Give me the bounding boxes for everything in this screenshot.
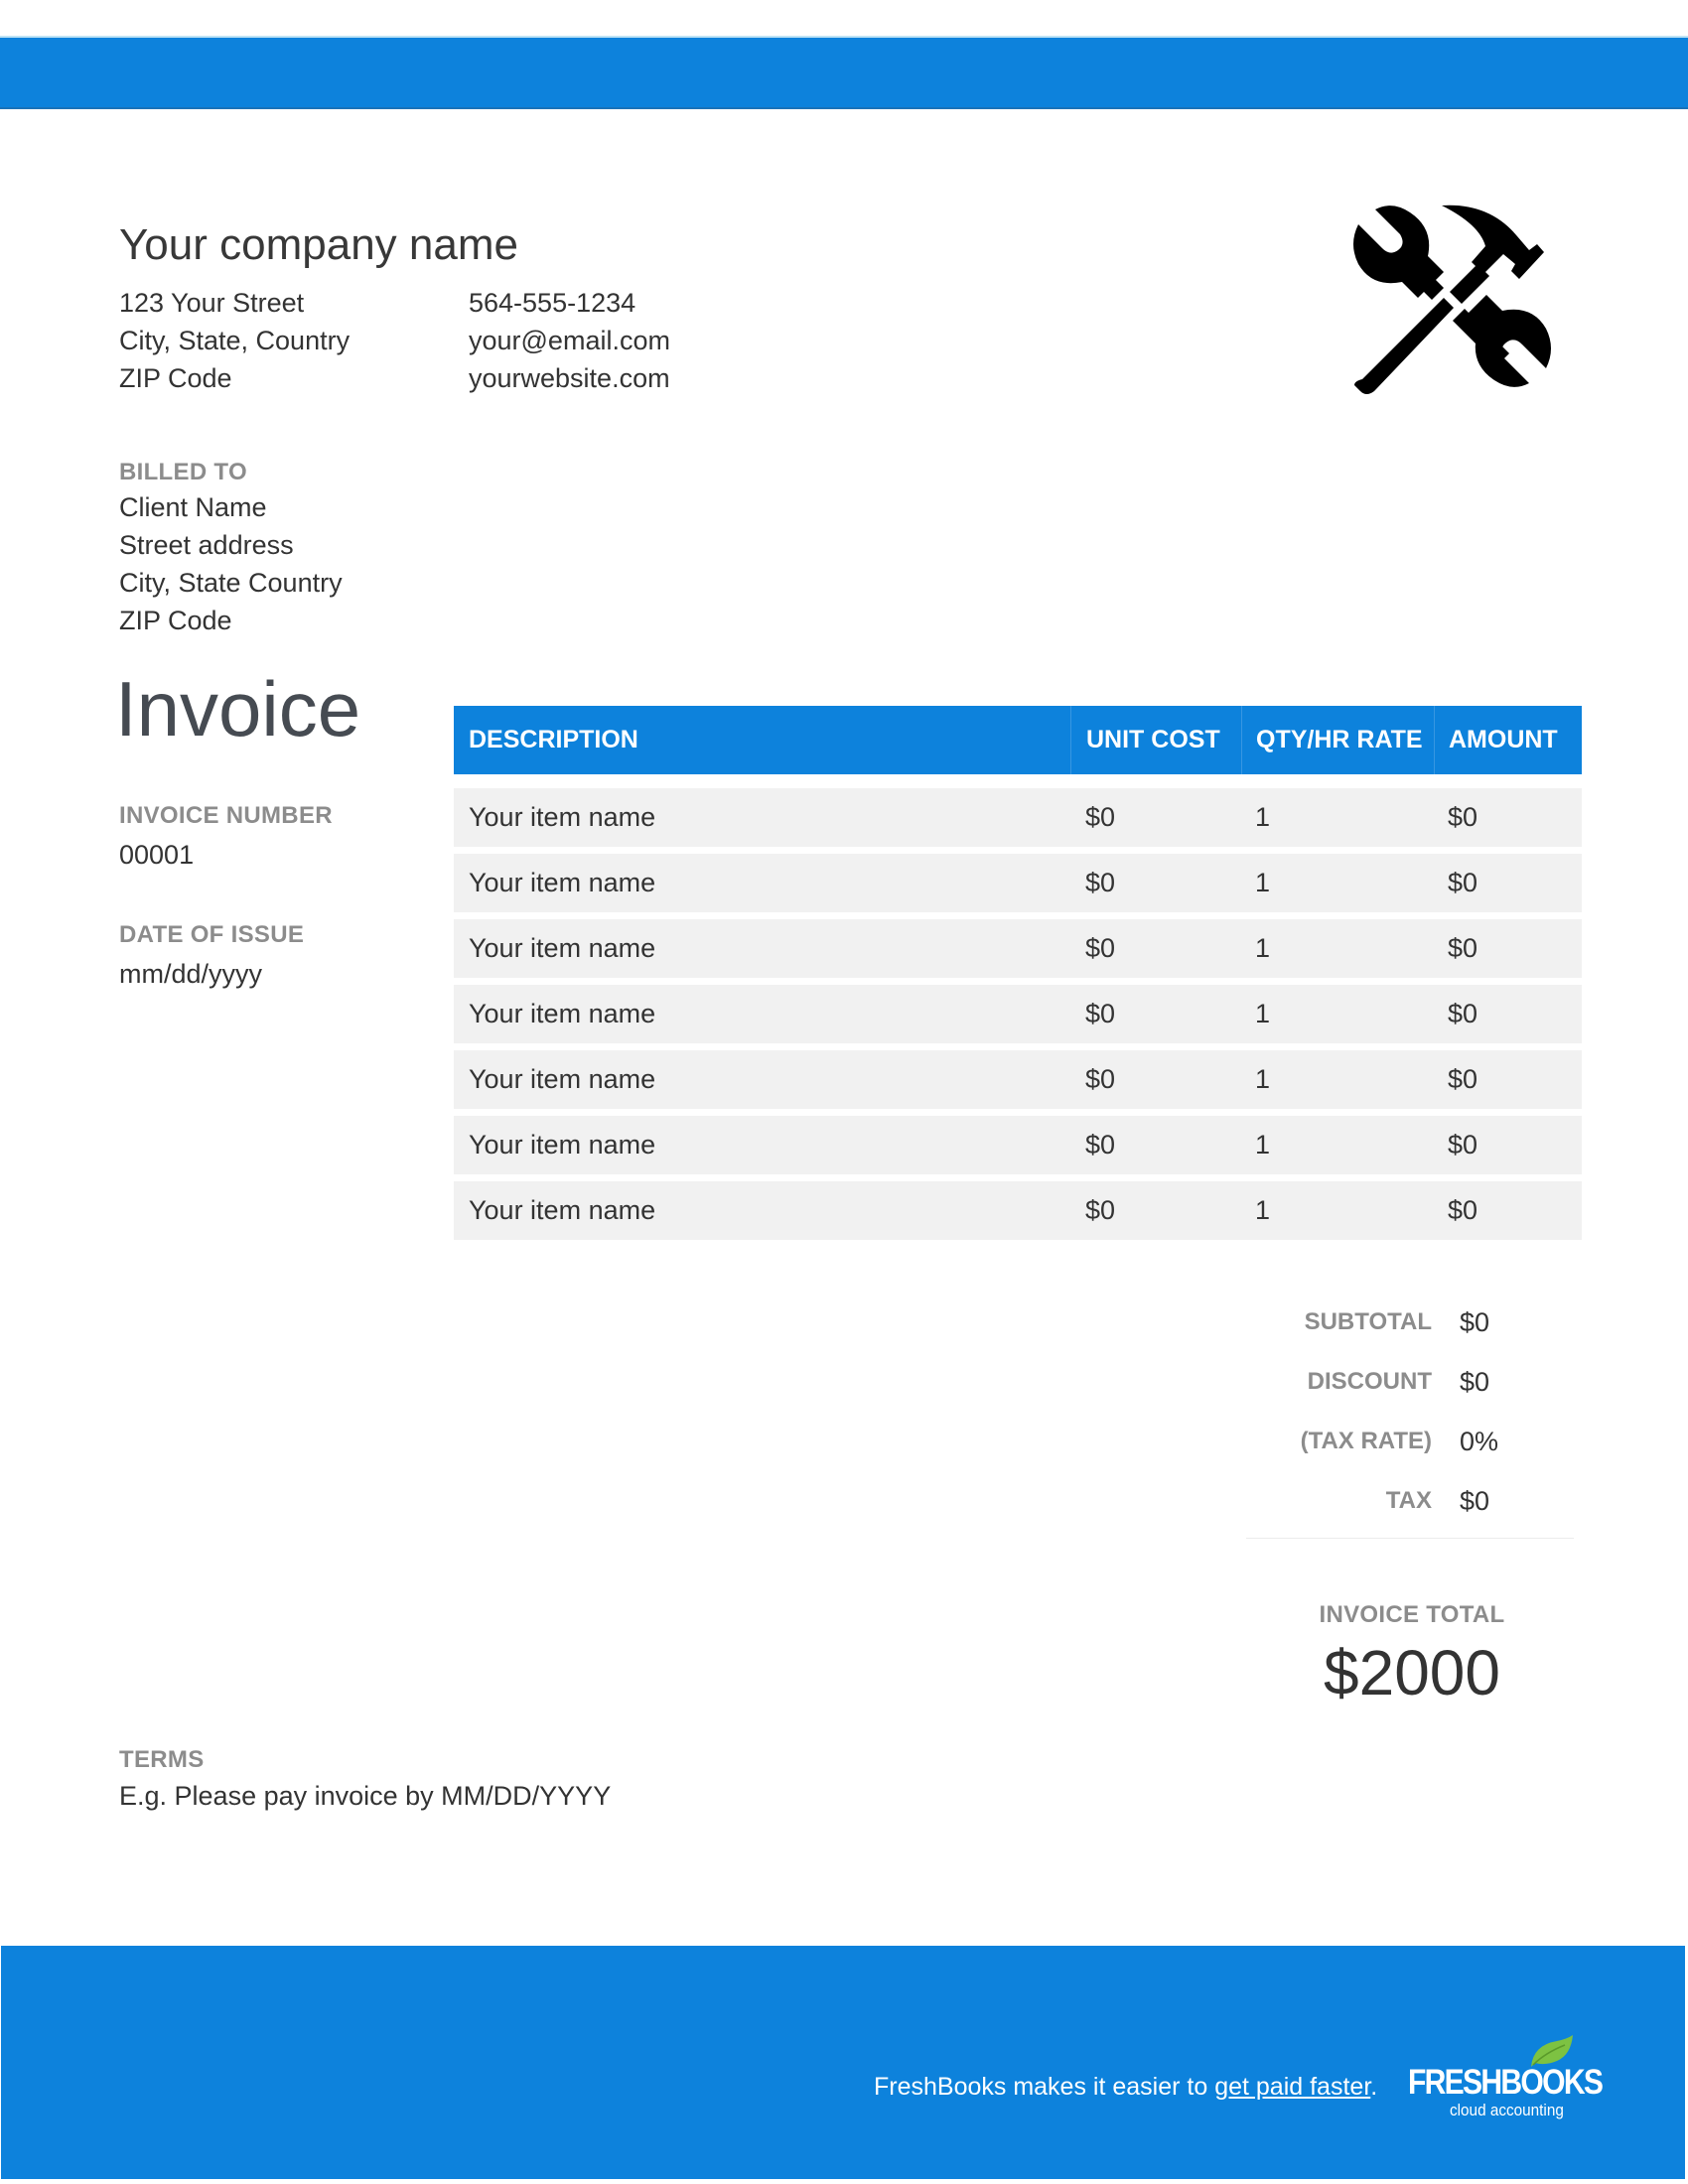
tax-rate-value: 0% [1460,1426,1499,1456]
subtotal-value: $0 [1460,1306,1490,1337]
company-name: Your company name [119,220,518,269]
item-amount: $0 [1448,1064,1478,1094]
tagline-text: FreshBooks makes it easier to [874,2073,1215,2101]
item-unit-cost: $0 [1085,1130,1116,1160]
terms-text: E.g. Please pay invoice by MM/DD/YYYY [119,1781,612,1811]
col-description: DESCRIPTION [469,726,638,753]
date-of-issue: mm/dd/yyyy [119,959,263,989]
date-of-issue-label: DATE OF ISSUE [119,921,305,948]
discount-row [1241,1352,1584,1412]
invoice-number: 00001 [119,840,195,870]
client-name: Client Name [119,492,267,522]
tax-rate-label: (TAX RATE) [1300,1428,1432,1454]
totals-divider [1246,1538,1574,1539]
subtotal-row [1241,1293,1584,1352]
item-qty: 1 [1255,1064,1271,1094]
terms-section [119,1743,611,1815]
billed-to-section [119,457,343,639]
get-paid-faster-link[interactable]: get paid faster [1214,2073,1371,2101]
freshbooks-wordmark: FRESHBOOKS [1408,2063,1603,2102]
table-row [454,1116,1582,1174]
footer-tagline [874,2073,1377,2102]
tagline-period: . [1370,2073,1378,2101]
item-amount: $0 [1448,999,1478,1028]
item-amount: $0 [1448,802,1478,832]
invoice-number-label: INVOICE NUMBER [119,802,333,829]
header-bar [0,36,1688,109]
table-row [454,1050,1582,1109]
table-row [454,919,1582,978]
item-qty: 1 [1255,868,1271,897]
company-address [119,284,350,397]
invoice-total-label: INVOICE TOTAL [1319,1601,1505,1628]
company-contact [469,284,670,397]
freshbooks-logo[interactable] [1406,2033,1603,2124]
item-amount: $0 [1448,933,1478,963]
col-qty-rate: QTY/HR RATE [1241,706,1434,774]
tax-row [1241,1471,1584,1531]
table-row [454,854,1582,912]
address-line: ZIP Code [119,363,232,393]
item-description: Your item name [469,802,656,832]
item-unit-cost: $0 [1085,868,1116,897]
table-header [454,706,1582,774]
item-description: Your item name [469,1195,656,1225]
item-qty: 1 [1255,802,1271,832]
discount-label: DISCOUNT [1307,1368,1432,1395]
invoice-total-value: $2000 [1324,1637,1500,1708]
phone: 564-555-1234 [469,288,636,318]
item-unit-cost: $0 [1085,933,1116,963]
billed-to-label: BILLED TO [119,459,247,485]
col-unit-cost: UNIT COST [1070,706,1241,774]
invoice-title: Invoice [115,665,361,752]
col-amount: AMOUNT [1434,706,1582,774]
client-street: Street address [119,530,294,560]
item-unit-cost: $0 [1085,802,1116,832]
item-amount: $0 [1448,1130,1478,1160]
line-items-table [454,706,1582,1240]
item-qty: 1 [1255,933,1271,963]
totals-section [1241,1293,1584,1531]
website: yourwebsite.com [469,363,670,393]
item-amount: $0 [1448,868,1478,897]
email: your@email.com [469,326,670,355]
item-description: Your item name [469,933,656,963]
address-line: 123 Your Street [119,288,305,318]
subtotal-label: SUBTOTAL [1304,1308,1432,1335]
client-city: City, State Country [119,568,343,598]
item-description: Your item name [469,999,656,1028]
item-qty: 1 [1255,1195,1271,1225]
freshbooks-subtitle: cloud accounting [1450,2101,1564,2119]
terms-label: TERMS [119,1746,205,1773]
item-qty: 1 [1255,1130,1271,1160]
item-unit-cost: $0 [1085,1195,1116,1225]
item-qty: 1 [1255,999,1271,1028]
tax-rate-row [1241,1412,1584,1471]
tax-value: $0 [1460,1485,1490,1516]
item-amount: $0 [1448,1195,1478,1225]
item-unit-cost: $0 [1085,999,1116,1028]
discount-value: $0 [1460,1366,1490,1397]
item-description: Your item name [469,1130,656,1160]
item-description: Your item name [469,868,656,897]
item-unit-cost: $0 [1085,1064,1116,1094]
address-line: City, State, Country [119,326,351,355]
table-row [454,985,1582,1043]
tax-label: TAX [1385,1487,1432,1514]
item-description: Your item name [469,1064,656,1094]
client-zip: ZIP Code [119,606,232,635]
tools-wrench-hammer-icon [1340,185,1564,408]
table-row [454,1181,1582,1240]
table-row [454,788,1582,847]
